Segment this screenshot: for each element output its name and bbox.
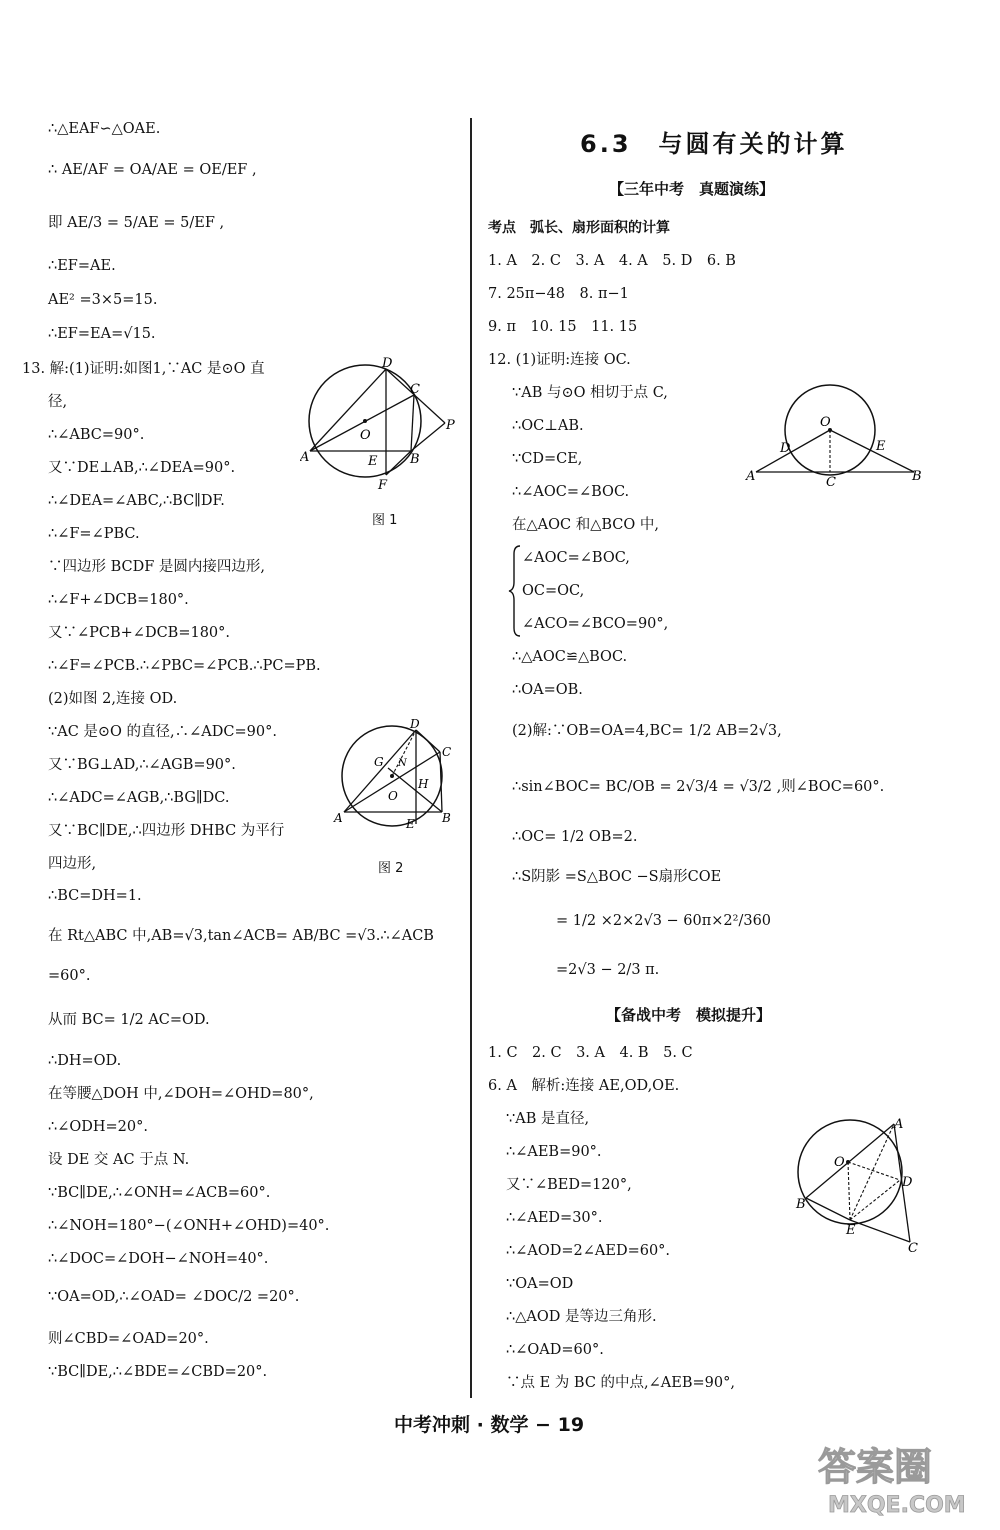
fig4-label: O [834,1155,845,1170]
fig1-label: F [378,478,388,493]
right-line: ∴OA=OB. [512,682,583,698]
right-line: ∵CD=CE, [512,451,583,467]
left-line: ∵四边形 BCDF 是圆内接四边形, [48,559,266,575]
left-line: ∴EF=EA=√15. [48,326,156,342]
right-line: 6. A 解析:连接 AE,OD,OE. [488,1078,680,1094]
left-line: ∴EF=AE. [48,258,116,274]
left-line: 径, [48,394,68,410]
fig2-label: D [410,717,420,731]
fig1-label: A [300,450,310,465]
right-line: 1. C 2. C 3. A 4. B 5. C [488,1045,693,1061]
fig1-label: P [446,418,455,433]
fig3-label: E [876,439,886,454]
left-line: 即 AE/3 = 5/AE = 5/EF , [48,215,225,231]
right-line: ∴△AOD 是等边三角形. [506,1309,657,1325]
left-line: 又∵BC∥DE,∴四边形 DHBC 为平行 [48,823,285,839]
right-line: 在△AOC 和△BCO 中, [512,517,659,533]
left-line: ∴∠F+∠DCB=180°. [48,592,189,608]
section-title: 6.3 与圆有关的计算 [580,130,848,158]
fig3-label: B [912,469,922,484]
right-line: ∵点 E 为 BC 的中点,∠AEB=90°, [506,1375,735,1391]
right-line: 12. (1)证明:连接 OC. [488,352,631,368]
left-line: ∴∠DEA=∠ABC,∴BC∥DF. [48,493,225,509]
right-line: ∴S阴影 =S△BOC −S扇形COE [512,869,722,885]
fig4-label: A [894,1117,904,1132]
right-line: =2√3 − 2/3 π. [556,962,660,978]
left-line: 又∵∠PCB+∠DCB=180°. [48,625,231,641]
figure-2-circle-diagram [330,712,460,842]
fig1-label: B [410,452,420,467]
left-line: 四边形, [48,856,97,872]
left-line: 则∠CBD=∠OAD=20°. [48,1331,209,1347]
left-line: ∴∠NOH=180°−(∠ONH+∠OHD)=40°. [48,1218,330,1234]
page-footer: 中考冲刺 · 数学 − 19 [394,1414,585,1436]
section-heading-past-exams: 【三年中考 真题演练】 [609,180,775,198]
right-line: ∴∠AOD=2∠AED=60°. [506,1243,671,1259]
right-line: 9. π 10. 15 11. 15 [488,319,638,335]
left-line: 从而 BC= 1/2 AC=OD. [48,1012,210,1028]
fig4-label: D [902,1175,913,1190]
fig1-label: D [382,356,393,371]
svg-text:MXQE.COM: MXQE.COM [828,1493,966,1518]
left-line: 又∵DE⊥AB,∴∠DEA=90°. [48,460,236,476]
right-line: ∠AOC=∠BOC, [522,550,630,566]
left-line: AE² =3×5=15. [48,292,158,308]
fig4-label: B [796,1197,806,1212]
left-line: ∴BC=DH=1. [48,888,142,904]
column-divider [470,118,472,1398]
left-line: 又∵BG⊥AD,∴∠AGB=90°. [48,757,236,773]
equation-brace [508,544,522,638]
left-line: ∴∠ABC=90°. [48,427,145,443]
figure-1-circle-diagram [300,355,470,495]
right-line: ∴OC⊥AB. [512,418,584,434]
left-line: ∴∠DOC=∠DOH−∠NOH=40°. [48,1251,269,1267]
right-line: ∵OA=OD [506,1276,574,1292]
left-line: ∴ AE/AF = OA/AE = OE/EF , [48,162,257,178]
left-line: ∵OA=OD,∴∠OAD= ∠DOC/2 =20°. [48,1289,300,1305]
left-line: 13. 解:(1)证明:如图1,∵AC 是⊙O 直 [22,361,265,377]
left-line: ∴DH=OD. [48,1053,122,1069]
right-line: ∴∠AED=30°. [506,1210,603,1226]
figure-1-caption: 图 1 [372,513,398,528]
fig1-label: C [410,382,420,397]
svg-text:答案圈: 答案圈 [818,1445,933,1489]
left-line: ∴∠F=∠PCB.∴∠PBC=∠PCB.∴PC=PB. [48,658,321,674]
right-line: ∴△AOC≌△BOC. [512,649,628,665]
left-line: ∴∠F=∠PBC. [48,526,140,542]
figure-q12-tangent-diagram [742,380,932,490]
right-line: ∴∠AOC=∠BOC. [512,484,630,500]
left-line: ∴∠ADC=∠AGB,∴BG∥DC. [48,790,230,806]
figure-2-caption: 图 2 [378,861,404,876]
fig3-label: A [746,469,756,484]
right-line: ∵AB 与⊙O 相切于点 C, [512,385,668,401]
fig2-label: C [442,745,452,759]
right-line: ∠ACO=∠BCO=90°, [522,616,669,632]
fig4-label: C [908,1241,918,1256]
fig1-label: O [360,428,371,443]
section-heading-mock: 【备战中考 模拟提升】 [606,1006,772,1024]
fig4-label: E [846,1223,856,1238]
watermark-logo [806,1436,986,1520]
fig3-label: C [826,475,836,490]
fig3-label: O [820,415,831,430]
right-line: ∴sin∠BOC= BC/OB = 2√3/4 = √3/2 ,则∠BOC=60°. [512,779,885,795]
left-line: ∵BC∥DE,∴∠ONH=∠ACB=60°. [48,1185,271,1201]
left-line: 在等腰△DOH 中,∠DOH=∠OHD=80°, [48,1086,314,1102]
right-line: (2)解:∵OB=OA=4,BC= 1/2 AB=2√3, [512,723,782,739]
right-line: = 1/2 ×2×2√3 − 60π×2²/360 [556,913,772,929]
fig2-label: O [388,789,398,803]
left-line: =60°. [48,968,91,984]
left-line: ∴∠ODH=20°. [48,1119,148,1135]
fig2-label: E [406,817,415,831]
fig1-label: E [368,454,378,469]
topic-heading: 考点 弧长、扇形面积的计算 [488,220,670,236]
left-line: 在 Rt△ABC 中,AB=√3,tan∠ACB= AB/BC =√3.∴∠ACB [48,928,434,944]
left-line: 设 DE 交 AC 于点 N. [48,1152,190,1168]
left-line: (2)如图 2,连接 OD. [48,691,178,707]
right-line: OC=OC, [522,583,585,599]
fig2-label: G [374,755,384,769]
right-line: ∵AB 是直径, [506,1111,590,1127]
right-line: ∴∠OAD=60°. [506,1342,604,1358]
fig2-label: N [398,758,407,769]
right-line: ∴∠AEB=90°. [506,1144,602,1160]
fig3-label: D [780,441,791,456]
fig2-label: B [442,811,451,825]
left-line: ∴△EAF∽△OAE. [48,121,161,137]
figure-q6-circle-diagram [788,1110,928,1260]
fig2-label: H [418,777,429,791]
left-line: ∵BC∥DE,∴∠BDE=∠CBD=20°. [48,1364,268,1380]
right-line: 1. A 2. C 3. A 4. A 5. D 6. B [488,253,736,269]
right-line: 又∵∠BED=120°, [506,1177,632,1193]
left-line: ∵AC 是⊙O 的直径,∴∠ADC=90°. [48,724,277,740]
right-line: 7. 25π−48 8. π−1 [488,286,629,302]
right-line: ∴OC= 1/2 OB=2. [512,829,638,845]
fig2-label: A [334,811,343,825]
